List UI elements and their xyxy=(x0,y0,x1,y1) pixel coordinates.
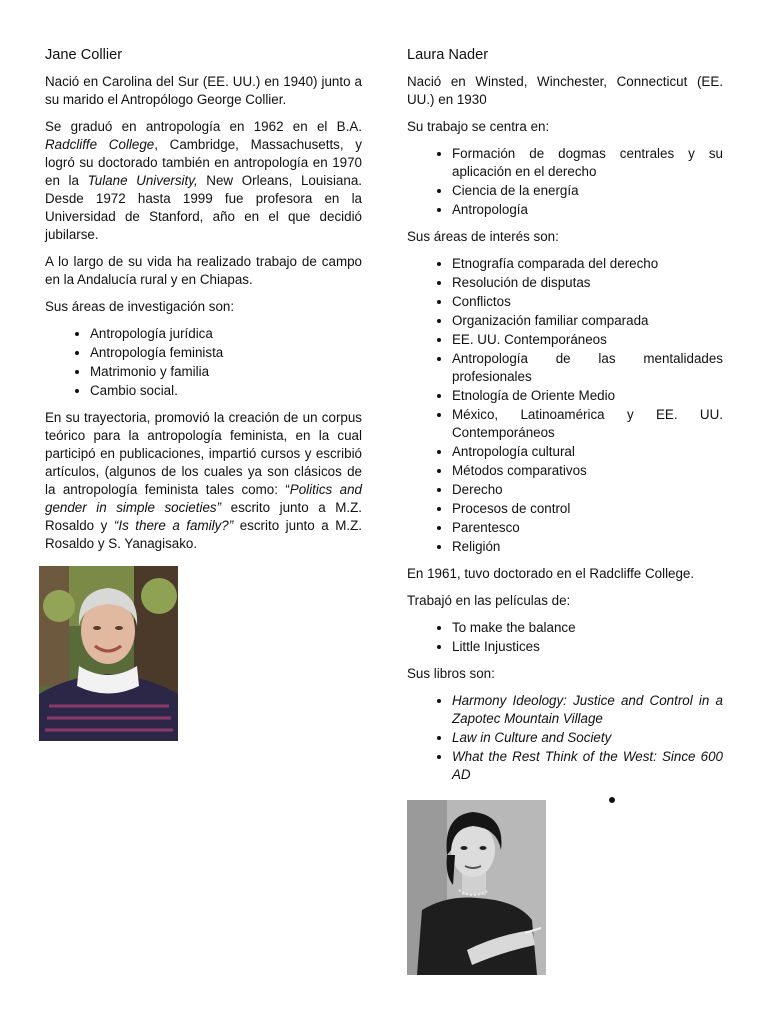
list-item: • Resolución de disputas xyxy=(452,274,723,292)
collier-research-list xyxy=(45,325,362,400)
nader-books-heading: Sus libros son: xyxy=(407,666,495,681)
text-span: escrito junto a M.Z. Rosaldo y xyxy=(45,500,362,533)
list-item: • Religión xyxy=(452,538,723,556)
list-item: • Etnografía comparada del derecho xyxy=(452,255,723,273)
radcliffe-college-italic: Radcliffe College xyxy=(45,137,155,152)
list-item: • Formación de dogmas centrales y su aplicación en el derecho xyxy=(452,145,723,181)
is-there-a-family-title: “Is there a family?” xyxy=(113,518,234,533)
collier-research-heading: Sus áreas de investigación son: xyxy=(45,299,235,314)
text-span: New Orleans, Louisiana. Desde 1972 hasta 1999 fue profesora en la Universidad de Stanford, año en el que decidió jubilarse. xyxy=(45,173,362,242)
laura-nader-photo xyxy=(407,800,546,975)
list-item: • Ciencia de la energía xyxy=(452,182,723,200)
tulane-university-italic: Tulane University, xyxy=(87,173,198,188)
collier-trajectory-paragraph xyxy=(45,409,362,553)
list-item: • Antropología xyxy=(452,201,723,219)
list-item: • Antropología jurídica xyxy=(90,325,362,343)
list-item: • Law in Culture and Society xyxy=(452,729,723,747)
nader-interest-heading: Sus áreas de interés son: xyxy=(407,229,559,244)
collier-fieldwork-paragraph: A lo largo de su vida ha realizado trabajo de campo en la Andalucía rural y en Chiapas. xyxy=(45,254,362,287)
text-span: escrito junto a M.Z. Rosaldo y S. Yanagisako. xyxy=(45,518,362,551)
text-span: En su trayectoria, promovió la creación de un corpus teórico para la antropología feminista, en la cual participó en publicaciones, impartió cursos y escribió artículos, (algunos de los cuales ya son clásicos de la antropología feminista tales como: “ xyxy=(45,410,362,497)
list-item: • Harmony Ideology: Justice and Control in a Zapotec Mountain Village xyxy=(452,692,723,728)
list-item: • What the Rest Think of the West: Since 600 AD xyxy=(452,748,723,784)
list-item: • México, Latinoamérica y EE. UU. Contemporáneos xyxy=(452,406,723,442)
text-span: , Cambridge, Massachusetts, y logró su doctorado también en antropología en 1970 en la xyxy=(45,137,362,188)
nader-phd-paragraph: En 1961, tuvo doctorado en el Radcliffe College. xyxy=(407,566,695,581)
list-item: • Cambio social. xyxy=(90,382,362,400)
nader-films-list xyxy=(407,619,723,656)
list-item: • Métodos comparativos xyxy=(452,462,723,480)
list-item: • Organización familiar comparada xyxy=(452,312,723,330)
list-item: • Etnología de Oriente Medio xyxy=(452,387,723,405)
nader-birth-paragraph: Nació en Winsted, Winchester, Connecticut (EE. UU.) en 1930 xyxy=(407,74,723,107)
text-span: Se graduó en antropología en 1962 en el B.A. xyxy=(45,119,362,134)
nader-interest-list xyxy=(407,255,723,556)
collier-education-paragraph xyxy=(45,118,362,244)
jane-collier-photo xyxy=(39,566,178,741)
list-item: • Parentesco xyxy=(452,519,723,537)
nader-work-list xyxy=(407,145,723,219)
laura-nader-column xyxy=(407,45,723,793)
politics-gender-title: Politics and gender in simple societies” xyxy=(45,482,362,515)
jane-collier-name: Jane Collier xyxy=(45,47,123,63)
list-item: • Derecho xyxy=(452,481,723,499)
nader-films-heading: Trabajó en las películas de: xyxy=(407,593,571,608)
list-item: • Antropología de las mentalidades profesionales xyxy=(452,350,723,386)
list-item: • Matrimonio y familia xyxy=(90,363,362,381)
list-item: • Procesos de control xyxy=(452,500,723,518)
list-item: • To make the balance xyxy=(452,619,723,637)
stray-bullet-dot xyxy=(609,797,615,803)
nader-work-heading: Su trabajo se centra en: xyxy=(407,119,550,134)
list-item: • Antropología cultural xyxy=(452,443,723,461)
list-item: • Little Injustices xyxy=(452,638,723,656)
list-item: • Antropología feminista xyxy=(90,344,362,362)
laura-nader-name: Laura Nader xyxy=(407,47,489,63)
list-item: • EE. UU. Contemporáneos xyxy=(452,331,723,349)
collier-birth-paragraph: Nació en Carolina del Sur (EE. UU.) en 1940) junto a su marido el Antropólogo George Collier. xyxy=(45,74,362,107)
list-item: • Conflictos xyxy=(452,293,723,311)
nader-books-list xyxy=(407,692,723,784)
jane-collier-column xyxy=(45,45,362,562)
